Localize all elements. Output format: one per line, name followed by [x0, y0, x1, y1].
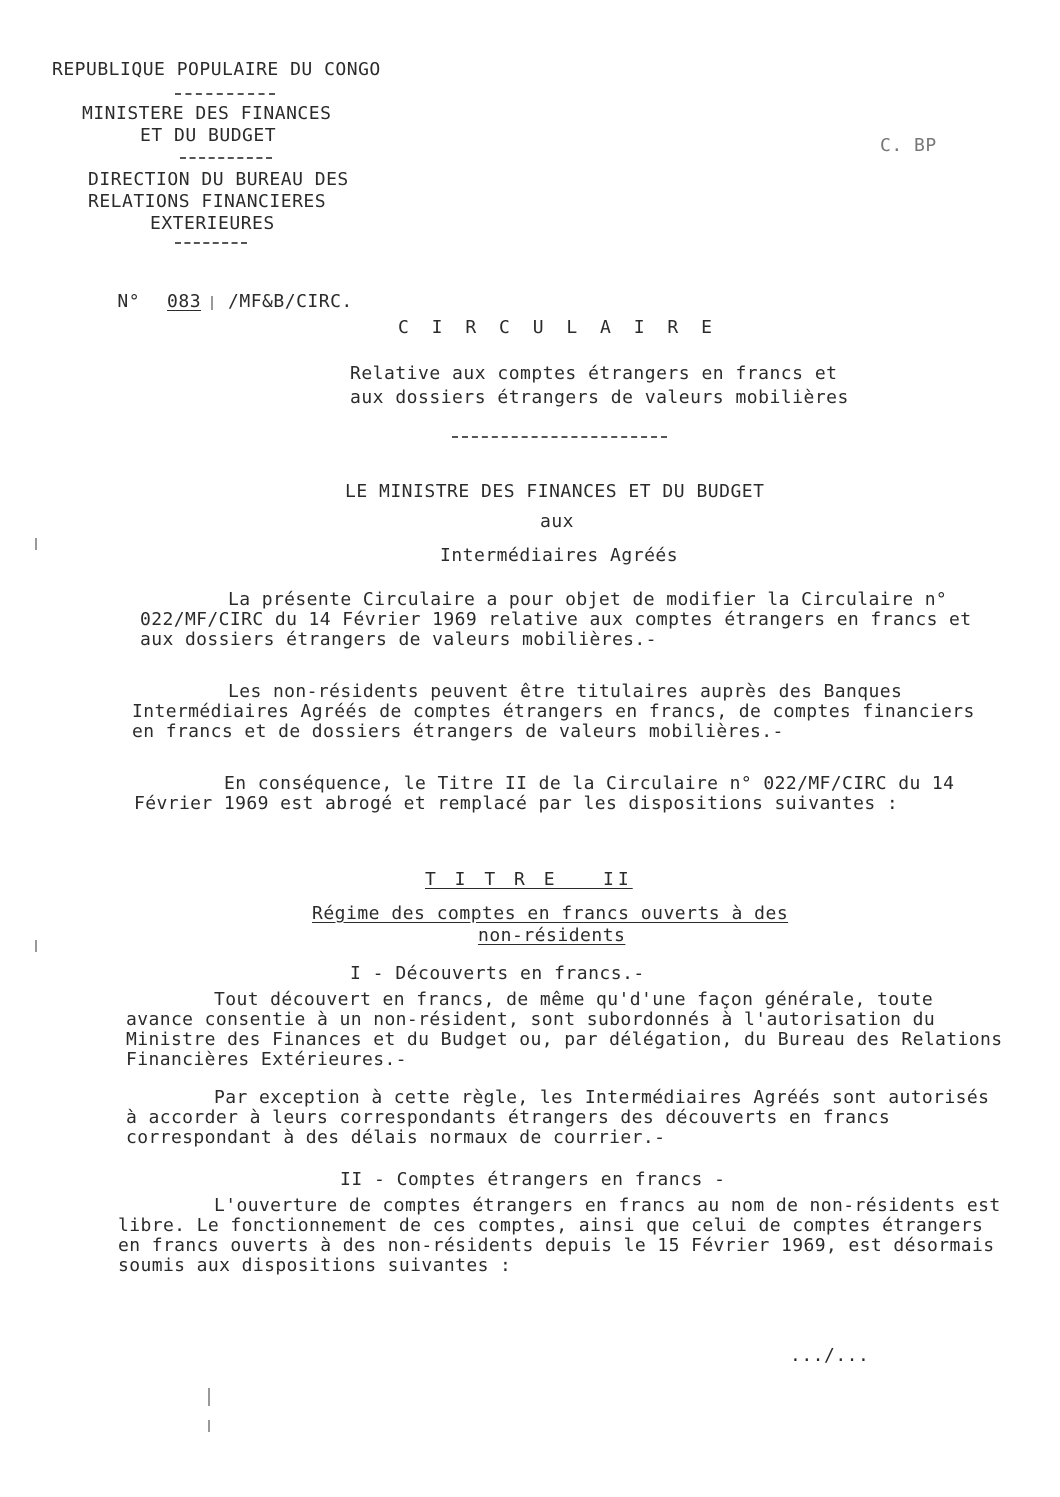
body-paragraph-1: La présente Circulaire a pour objet de modifier la Circulaire n° 022/MF/CIRC du 14 Février 1969 relative aux comptes étrangers en francs et aux dossiers étrangers de valeurs mobilières.- — [140, 589, 972, 650]
ministry-line-2: ET DU BUDGET — [140, 125, 277, 146]
body-paragraph-3: En conséquence, le Titre II de la Circulaire n° 022/MF/CIRC du 14 Février 1969 est abrogé et remplacé par les dispositions suivantes : — [134, 773, 955, 814]
scan-mark — [35, 538, 37, 550]
section-1-heading: I - Découverts en francs.- — [350, 963, 645, 984]
direction-line-1: DIRECTION DU BUREAU DES — [88, 169, 349, 190]
header-divider — [175, 93, 275, 95]
body-paragraph-2: Les non-résidents peuvent être titulaires auprès des Banques Intermédiaires Agréés de comptes étrangers en francs, de comptes financiers en francs et de dossiers étrangers de valeurs mobilières.- — [132, 681, 975, 742]
subject-line-2: aux dossiers étrangers de valeurs mobilières — [350, 387, 849, 408]
republic-line: REPUBLIQUE POPULAIRE DU CONGO — [52, 59, 381, 80]
scan-mark — [208, 1388, 210, 1406]
direction-line-3: EXTERIEURES — [150, 213, 275, 234]
sender-line: LE MINISTRE DES FINANCES ET DU BUDGET — [345, 481, 765, 502]
ministry-divider — [180, 157, 272, 159]
titre-subtitle-line-2: non-résidents — [478, 925, 626, 946]
recipients-line: Intermédiaires Agréés — [440, 545, 679, 566]
reference-suffix: /MF&B/CIRC. — [228, 291, 353, 312]
scan-mark — [211, 296, 213, 310]
reference-prefix: N° — [117, 291, 141, 312]
ministry-line-1: MINISTERE DES FINANCES — [82, 103, 332, 124]
section-1-paragraph-2: Par exception à cette règle, les Intermédiaires Agréés sont autorisés à accorder à leurs correspondants étrangers des découverts en francs correspondant à des délais normaux de courrier.- — [126, 1087, 990, 1148]
subject-divider — [452, 436, 667, 438]
scan-mark — [208, 1420, 210, 1432]
corner-mark: C. BP — [880, 135, 937, 156]
circulaire-heading: C I R C U L A I R E — [398, 317, 718, 338]
continuation-mark: .../... — [790, 1345, 870, 1366]
titre-heading: T I T R E II — [425, 869, 633, 890]
scan-mark — [35, 940, 37, 952]
titre-subtitle-line-1: Régime des comptes en francs ouverts à des — [312, 903, 789, 924]
direction-line-2: RELATIONS FINANCIERES — [88, 191, 327, 212]
reference-number: 083 — [167, 291, 202, 312]
section-2-paragraph-1: L'ouverture de comptes étrangers en francs au nom de non-résidents est libre. Le fonctionnement de ces comptes, ainsi que celui de comptes étrangers en francs ouverts à des non-résidents depuis le 15 Février 1969, est désormais soumis aux dispositions suivantes : — [118, 1195, 1001, 1276]
direction-divider — [175, 242, 247, 244]
to-word: aux — [540, 511, 575, 532]
section-2-heading: II - Comptes étrangers en francs - — [340, 1169, 726, 1190]
section-1-paragraph-1: Tout découvert en francs, de même qu'd'une façon générale, toute avance consentie à un non-résident, sont subordonnés à l'autorisation du Ministre des Finances et du Budget ou, par délégation, du Bureau des Relations Financières Extérieures.- — [126, 989, 1003, 1070]
subject-line-1: Relative aux comptes étrangers en francs et — [350, 363, 838, 384]
